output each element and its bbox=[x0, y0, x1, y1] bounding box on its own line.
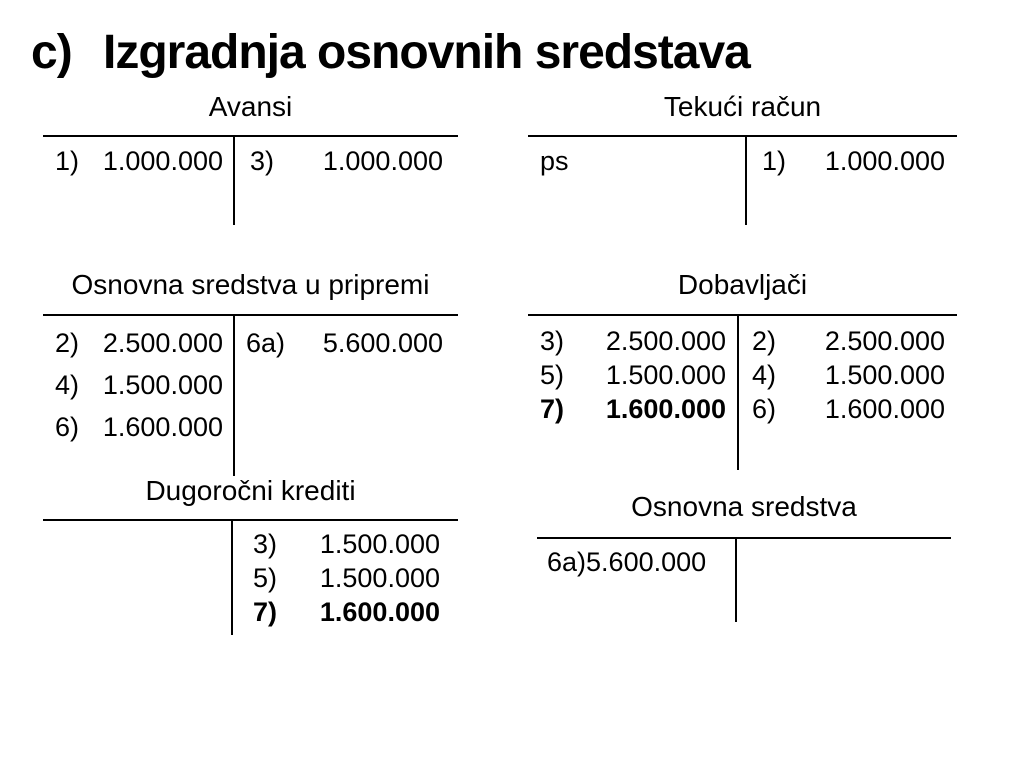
entry-value: 2.500.000 bbox=[102, 328, 223, 358]
entry-label: 2) bbox=[55, 328, 80, 358]
entry-label: 6) bbox=[55, 412, 80, 442]
entry-value: 5.600.000 bbox=[322, 328, 443, 358]
entry-label: 7) bbox=[540, 394, 565, 424]
page-title-prefix: c) bbox=[31, 26, 72, 79]
entry-label: 4) bbox=[55, 370, 80, 400]
ledger-row bbox=[55, 406, 223, 448]
taccount-divider-line bbox=[233, 314, 235, 476]
ledger-row bbox=[762, 144, 945, 178]
entry-value: 1.600.000 bbox=[824, 394, 945, 424]
page-title-text: Izgradnja osnovnih sredstava bbox=[103, 26, 750, 79]
entry-value: 1.600.000 bbox=[605, 394, 726, 424]
entry-value: 1.000.000 bbox=[824, 146, 945, 176]
entry-value: 1.500.000 bbox=[319, 563, 440, 593]
entry-value: 1.500.000 bbox=[319, 529, 440, 559]
entry-value: 1.600.000 bbox=[319, 597, 440, 627]
taccount-credit-column bbox=[752, 324, 945, 426]
taccount-credit-column bbox=[253, 527, 440, 629]
taccount-osnovna-sredstva-u-pripremi bbox=[43, 270, 458, 480]
taccount-title: Osnovna sredstva u pripremi bbox=[71, 269, 430, 300]
entry-label: 3) bbox=[250, 146, 275, 176]
ledger-row bbox=[547, 545, 733, 579]
entry-label: 2) bbox=[752, 326, 777, 356]
taccount-divider-line bbox=[735, 537, 737, 622]
ledger-row bbox=[253, 527, 440, 561]
taccount-avansi bbox=[43, 92, 458, 227]
taccount-top-line bbox=[537, 537, 951, 539]
ledger-row bbox=[55, 364, 223, 406]
taccount-debit-column bbox=[540, 324, 726, 426]
ledger-row bbox=[253, 561, 440, 595]
taccount-debit-column bbox=[540, 144, 730, 178]
ledger-row bbox=[540, 144, 730, 178]
taccount-osnovna-sredstva bbox=[537, 492, 951, 627]
entry-value: 1.600.000 bbox=[102, 412, 223, 442]
taccount-title: Avansi bbox=[208, 91, 293, 122]
entry-label: 6) bbox=[752, 394, 777, 424]
entry-label: 4) bbox=[752, 360, 777, 390]
ledger-row bbox=[752, 324, 945, 358]
entry-label: 7) bbox=[253, 597, 278, 627]
taccount-credit-column bbox=[762, 144, 945, 178]
entry-label: 6a) bbox=[246, 328, 286, 358]
taccount-divider-line bbox=[737, 314, 739, 470]
taccount-dobavljaci bbox=[528, 270, 957, 475]
entry-label: 3) bbox=[253, 529, 278, 559]
ledger-row bbox=[752, 358, 945, 392]
entry-label: 1) bbox=[55, 146, 80, 176]
ledger-row bbox=[55, 322, 223, 364]
taccount-title: Osnovna sredstva bbox=[631, 491, 857, 522]
taccount-dugorocni-krediti bbox=[43, 476, 458, 641]
ledger-row bbox=[752, 392, 945, 426]
ledger-row bbox=[246, 322, 443, 364]
taccount-tekuci-racun bbox=[528, 92, 957, 227]
ledger-row bbox=[55, 144, 223, 178]
taccount-credit-column bbox=[246, 322, 443, 364]
taccount-top-line bbox=[528, 314, 957, 316]
entry-label: ps bbox=[540, 146, 569, 176]
taccount-title: Dugoročni krediti bbox=[145, 475, 356, 506]
entry-value: 1.000.000 bbox=[102, 146, 223, 176]
taccount-debit-column bbox=[55, 144, 223, 178]
taccount-credit-column bbox=[250, 144, 443, 178]
taccount-top-line bbox=[528, 135, 957, 137]
ledger-row bbox=[250, 144, 443, 178]
taccount-debit-column bbox=[55, 322, 223, 448]
taccount-top-line bbox=[43, 519, 458, 521]
taccount-top-line bbox=[43, 135, 458, 137]
page-title bbox=[31, 25, 750, 80]
entry-label: 1) bbox=[762, 146, 787, 176]
entry-label: 5) bbox=[253, 563, 278, 593]
entry-value: 5.600.000 bbox=[586, 547, 707, 577]
entry-value bbox=[569, 144, 730, 178]
taccount-top-line bbox=[43, 314, 458, 316]
entry-value: 1.500.000 bbox=[824, 360, 945, 390]
entry-value: 1.500.000 bbox=[605, 360, 726, 390]
taccount-divider-line bbox=[233, 135, 235, 225]
ledger-row bbox=[253, 595, 440, 629]
taccount-divider-line bbox=[745, 135, 747, 225]
ledger-row bbox=[540, 324, 726, 358]
entry-value: 1.000.000 bbox=[322, 146, 443, 176]
entry-value: 2.500.000 bbox=[824, 326, 945, 356]
entry-value: 1.500.000 bbox=[102, 370, 223, 400]
taccount-title: Tekući račun bbox=[663, 91, 822, 122]
taccount-divider-line bbox=[231, 519, 233, 635]
entry-label: 3) bbox=[540, 326, 565, 356]
entry-label: 6a) bbox=[547, 547, 587, 577]
taccount-debit-column bbox=[547, 545, 733, 579]
taccount-title: Dobavljači bbox=[677, 269, 808, 300]
entry-value: 2.500.000 bbox=[605, 326, 726, 356]
entry-label: 5) bbox=[540, 360, 565, 390]
ledger-row bbox=[540, 358, 726, 392]
ledger-row bbox=[540, 392, 726, 426]
